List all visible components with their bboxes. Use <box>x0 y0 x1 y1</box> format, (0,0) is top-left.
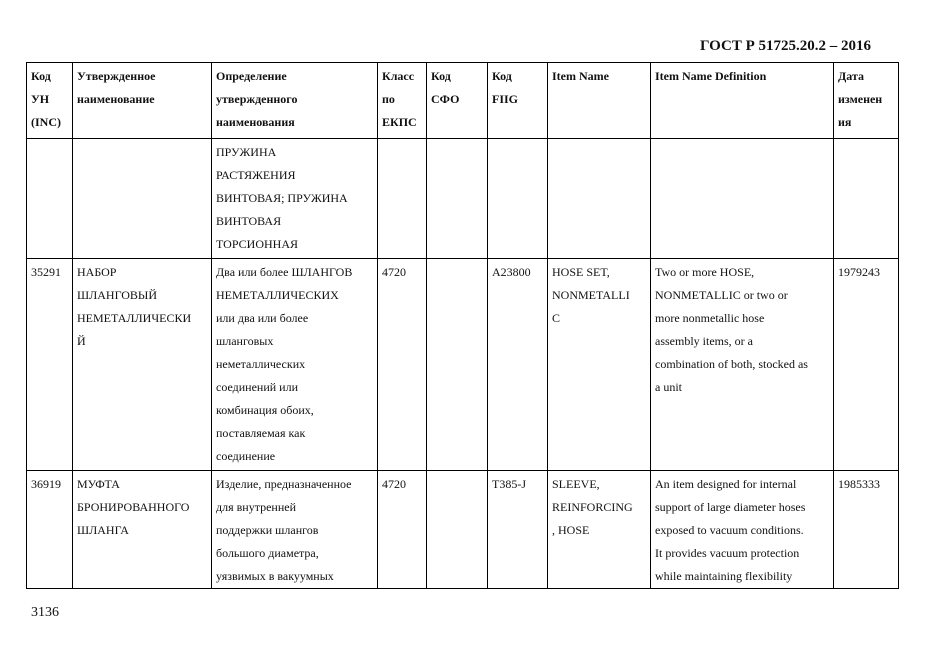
table-cell-item-name <box>548 471 651 589</box>
column-header-line: СФО <box>431 92 460 106</box>
cell-text-line: 4720 <box>382 265 406 279</box>
table-cell-sfo <box>427 471 488 589</box>
column-header-line: наименования <box>216 115 295 129</box>
column-header-line: Дата <box>838 69 864 83</box>
table-cell-date <box>834 259 899 471</box>
cell-text-line: ВИНТОВАЯ; ПРУЖИНА <box>216 191 348 205</box>
table-cell-approved-name <box>73 139 212 259</box>
column-header-date <box>834 63 899 139</box>
cell-text-line: 36919 <box>31 477 61 491</box>
cell-text-line: HOSE SET, <box>552 265 610 279</box>
table-cell-item-def <box>651 259 834 471</box>
column-header-sfo <box>427 63 488 139</box>
column-header-line: FIIG <box>492 92 519 106</box>
column-header-line: Item Name Definition <box>655 69 767 83</box>
cell-text-line: поддержки шлангов <box>216 523 319 537</box>
table-row <box>27 259 899 471</box>
cell-text-line: combination of both, stocked as <box>655 357 808 371</box>
column-header-line: Код <box>492 69 512 83</box>
table-cell-definition-ru <box>212 259 378 471</box>
cell-text-line: РАСТЯЖЕНИЯ <box>216 168 296 182</box>
cell-text-line: ШЛАНГОВЫЙ <box>77 288 158 302</box>
table-cell-fiig <box>488 259 548 471</box>
cell-text-line: 35291 <box>31 265 61 279</box>
table-cell-ekps <box>378 259 427 471</box>
column-header-fiig <box>488 63 548 139</box>
cell-text-line: НЕМЕТАЛЛИЧЕСКИ <box>77 311 192 325</box>
table-row <box>27 139 899 259</box>
cell-text-line: ПРУЖИНА <box>216 145 277 159</box>
table-cell-date <box>834 139 899 259</box>
column-header-line: ЕКПС <box>382 115 417 129</box>
column-header-line: по <box>382 92 395 106</box>
document-title: ГОСТ Р 51725.20.2 – 2016 <box>700 38 872 54</box>
table-cell-item-name <box>548 259 651 471</box>
cell-text-line: НАБОР <box>77 265 117 279</box>
cell-text-line: 4720 <box>382 477 406 491</box>
cell-text-line: 1979243 <box>838 265 880 279</box>
cell-text-line: неметаллических <box>216 357 306 371</box>
table-cell-item-name <box>548 139 651 259</box>
cell-text-line: Two or more HOSE, <box>655 265 755 279</box>
column-header-line: утвержденного <box>216 92 298 106</box>
cell-text-line: поставляемая как <box>216 426 306 440</box>
table-cell-fiig <box>488 471 548 589</box>
cell-text-line: НЕМЕТАЛЛИЧЕСКИХ <box>216 288 339 302</box>
column-header-line: наименование <box>77 92 155 106</box>
column-header-item-def <box>651 63 834 139</box>
column-header-line: Код <box>431 69 451 83</box>
cell-text-line: a unit <box>655 380 682 394</box>
table-header-row <box>27 63 899 139</box>
cell-text-line: exposed to vacuum conditions. <box>655 523 804 537</box>
table-cell-fiig <box>488 139 548 259</box>
cell-text-line: уязвимых в вакуумных <box>216 569 334 583</box>
cell-text-line: комбинация обоих, <box>216 403 314 417</box>
table-cell-inc <box>27 259 73 471</box>
cell-text-line: или два или более <box>216 311 309 325</box>
column-header-line: Определение <box>216 69 287 83</box>
column-header-line: Класс <box>382 69 415 83</box>
cell-text-line: Два или более ШЛАНГОВ <box>216 265 353 279</box>
cell-text-line: Й <box>77 334 86 348</box>
column-header-ekps <box>378 63 427 139</box>
table-cell-approved-name <box>73 259 212 471</box>
cell-text-line: МУФТА <box>77 477 120 491</box>
table-cell-item-def <box>651 471 834 589</box>
table-cell-item-def <box>651 139 834 259</box>
cell-text-line: SLEEVE, <box>552 477 600 491</box>
cell-text-line: БРОНИРОВАННОГО <box>77 500 190 514</box>
table-cell-ekps <box>378 139 427 259</box>
table-cell-definition-ru <box>212 139 378 259</box>
page-number: 3136 <box>31 605 59 620</box>
cell-text-line: It provides vacuum protection <box>655 546 800 560</box>
cell-text-line: Изделие, предназначенное <box>216 477 352 491</box>
column-header-line: ия <box>838 115 852 129</box>
cell-text-line: assembly items, or a <box>655 334 753 348</box>
column-header-line: (INC) <box>31 115 61 129</box>
cell-text-line: more nonmetallic hose <box>655 311 765 325</box>
column-header-line: УН <box>31 92 50 106</box>
column-header-approved-name <box>73 63 212 139</box>
cell-text-line: ТОРСИОННАЯ <box>216 237 298 251</box>
cell-text-line: ШЛАНГА <box>77 523 129 537</box>
column-header-line: Утвержденное <box>77 69 156 83</box>
cell-text-line: T385-J <box>492 477 526 491</box>
cell-text-line: , HOSE <box>552 523 590 537</box>
table-cell-sfo <box>427 259 488 471</box>
column-header-definition-ru <box>212 63 378 139</box>
cell-text-line: support of large diameter hoses <box>655 500 806 514</box>
cell-text-line: while maintaining flexibility <box>655 569 793 583</box>
cell-text-line: C <box>552 311 561 325</box>
table-cell-approved-name <box>73 471 212 589</box>
cell-text-line: ВИНТОВАЯ <box>216 214 282 228</box>
table-cell-inc <box>27 471 73 589</box>
registry-table <box>26 62 899 589</box>
table-cell-date <box>834 471 899 589</box>
cell-text-line: соединение <box>216 449 276 463</box>
cell-text-line: NONMETALLI <box>552 288 630 302</box>
table-cell-sfo <box>427 139 488 259</box>
table-cell-definition-ru <box>212 471 378 589</box>
column-header-line: Item Name <box>552 69 609 83</box>
column-header-inc <box>27 63 73 139</box>
column-header-line: Код <box>31 69 51 83</box>
column-header-item-name <box>548 63 651 139</box>
table-cell-inc <box>27 139 73 259</box>
cell-text-line: шланговых <box>216 334 274 348</box>
cell-text-line: большого диаметра, <box>216 546 319 560</box>
cell-text-line: соединений или <box>216 380 299 394</box>
table-cell-ekps <box>378 471 427 589</box>
table-row <box>27 471 899 589</box>
cell-text-line: NONMETALLIC or two or <box>655 288 788 302</box>
cell-text-line: для внутренней <box>216 500 297 514</box>
column-header-line: изменен <box>838 92 883 106</box>
cell-text-line: 1985333 <box>838 477 880 491</box>
cell-text-line: An item designed for internal <box>655 477 797 491</box>
cell-text-line: REINFORCING <box>552 500 633 514</box>
cell-text-line: A23800 <box>492 265 531 279</box>
